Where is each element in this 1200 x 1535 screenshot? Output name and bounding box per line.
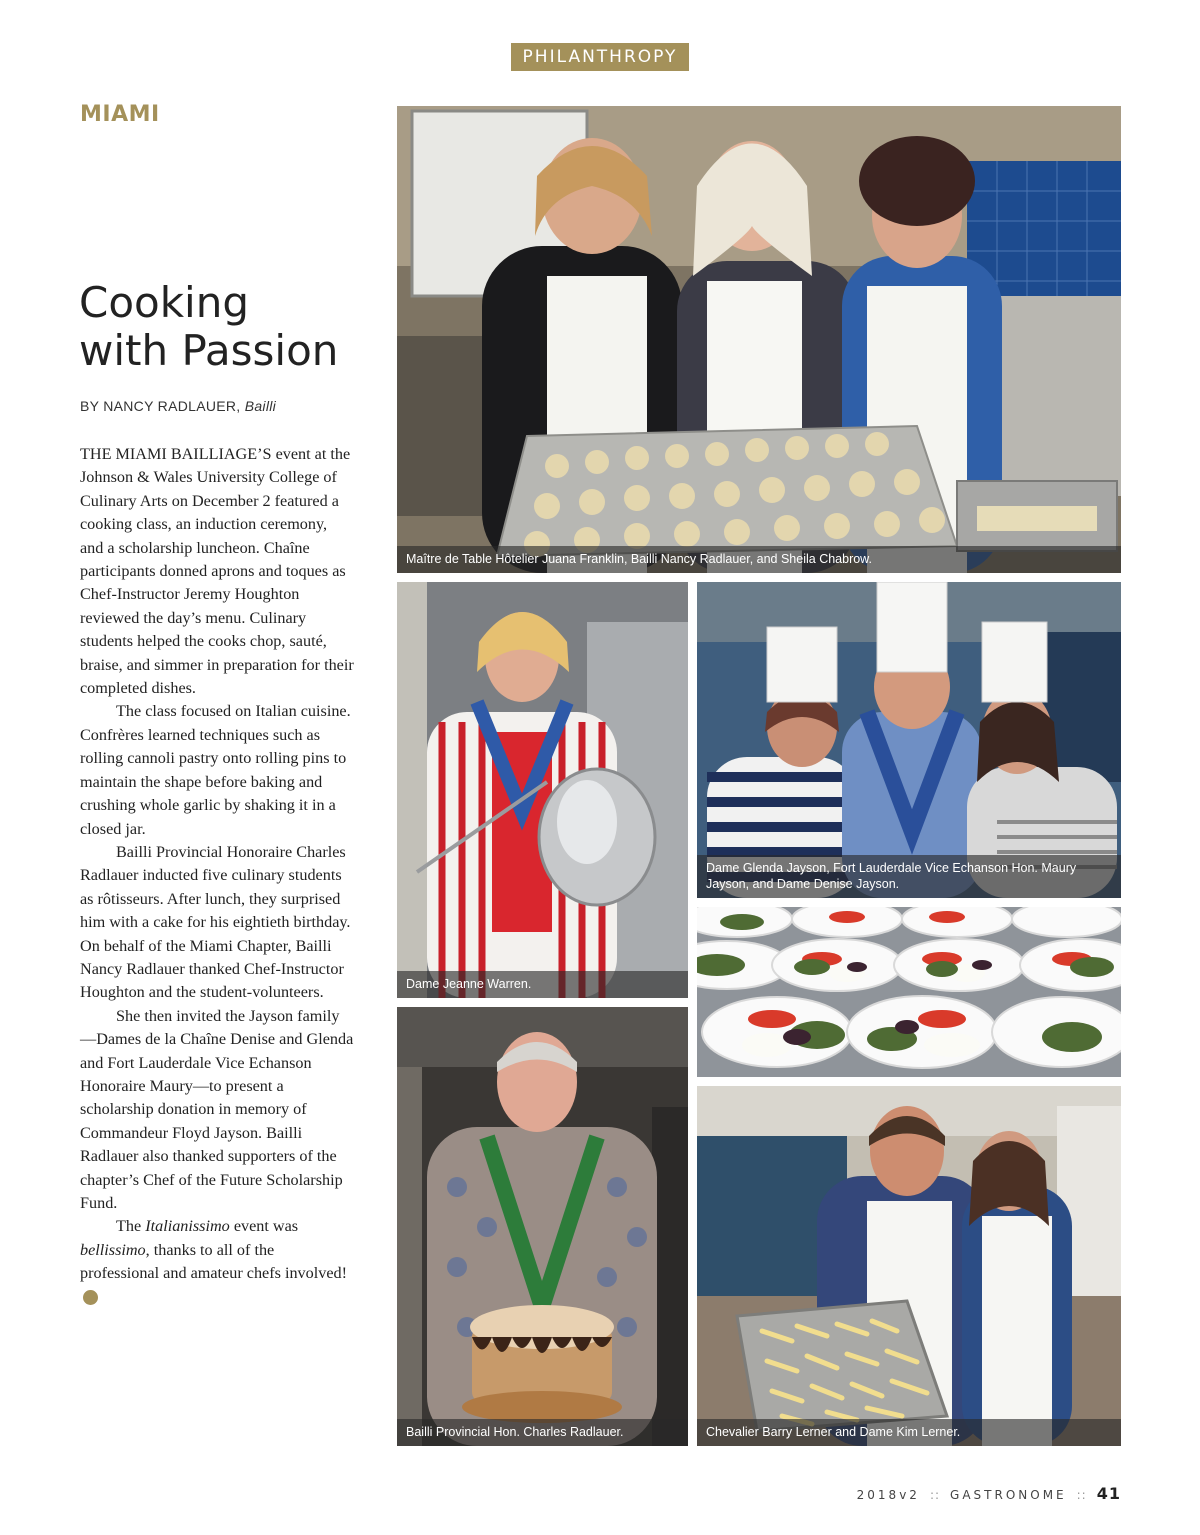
photo-jeanne-warren-image [397, 582, 688, 998]
photo-cooking-trio-image [397, 106, 1121, 573]
magazine-name: GASTRONOME [950, 1488, 1067, 1502]
text-run: The [116, 1217, 146, 1236]
photo-charles-radlauer [397, 1007, 688, 1446]
end-mark-icon: G [83, 1290, 98, 1305]
article-paragraph: Bailli Provincial Honoraire Charles Radlauer inducted five culinary students as rôtisseurs. After lunch, they surprised him with a cake for his eightieth birthday. On behalf of the Miami Chapter, Bailli Nancy Radlauer thanked Chef-Instructor Houghton and the student-volunteers. [80, 842, 351, 1002]
footer-separator: :: [929, 1488, 941, 1502]
photo-charles-radlauer-image [397, 1007, 688, 1446]
page-footer [857, 1484, 1121, 1503]
photo-caption: Maître de Table Hôtelier Juana Franklin, Bailli Nancy Radlauer, and Sheila Chabrow. [397, 546, 1121, 573]
byline-title: Bailli [244, 398, 277, 414]
photo-salad-plates-image [697, 907, 1121, 1077]
page-number: 41 [1096, 1484, 1121, 1503]
article-body [80, 443, 354, 1309]
article-headline [79, 279, 379, 375]
photo-caption: Dame Glenda Jayson, Fort Lauderdale Vice Echanson Hon. Maury Jayson, and Dame Denise Jayson. [697, 855, 1121, 898]
italic-run: bellissimo [80, 1240, 146, 1259]
text-run: event was [229, 1217, 299, 1236]
article-paragraph: THE MIAMI BAILLIAGE’S event at the Johnson & Wales University College of Culinary Arts on December 2 featured a cooking class, an induction ceremony, and a scholarship luncheon. Chaîne participants donned aprons and toques as Chef-Instructor Jeremy Houghton reviewed the day’s menu. Culinary students helped the cooks chop, sauté, braise, and simmer in preparation for their completed dishes. [80, 445, 354, 698]
footer-separator: :: [1076, 1488, 1087, 1502]
photo-jayson-family-image [697, 582, 1121, 898]
photo-lerners [697, 1086, 1121, 1446]
italic-run: Italianissimo [145, 1217, 230, 1236]
article-paragraph: The class focused on Italian cuisine. Confrères learned techniques such as rolling cannoli pastry onto rolling pins to maintain the shape before baking and crushing whole garlic by shaking it in a closed jar. [80, 702, 351, 838]
byline [80, 398, 276, 414]
text-run: , thanks to all of the professional and amateur chefs involved! [80, 1240, 347, 1283]
headline-line-2: with Passion [79, 326, 339, 375]
article-paragraph [80, 1215, 354, 1309]
section-label: PHILANTHROPY [511, 43, 689, 71]
byline-author: BY NANCY RADLAUER, [80, 398, 245, 414]
article-paragraph: She then invited the Jayson family—Dames de la Chaîne Denise and Glenda and Fort Lauderdale Vice Echanson Honoraire Maury—to present a scholarship donation in memory of Commandeur Floyd Jayson. Bailli Radlauer also thanked supporters of the chapter’s Chef of the Future Scholarship Fund. [80, 1006, 354, 1212]
photo-jeanne-warren [397, 582, 688, 998]
photo-lerners-image [697, 1086, 1121, 1446]
issue-label: 2018v2 [856, 1488, 920, 1502]
photo-cooking-trio [397, 106, 1121, 573]
photo-jayson-family [697, 582, 1121, 898]
headline-line-1: Cooking [79, 278, 249, 327]
photo-caption: Bailli Provincial Hon. Charles Radlauer. [397, 1419, 688, 1446]
photo-caption: Chevalier Barry Lerner and Dame Kim Lerner. [697, 1419, 1121, 1446]
photo-caption: Dame Jeanne Warren. [397, 971, 688, 998]
photo-salad-plates [697, 907, 1121, 1077]
city-heading: MIAMI [80, 102, 160, 127]
